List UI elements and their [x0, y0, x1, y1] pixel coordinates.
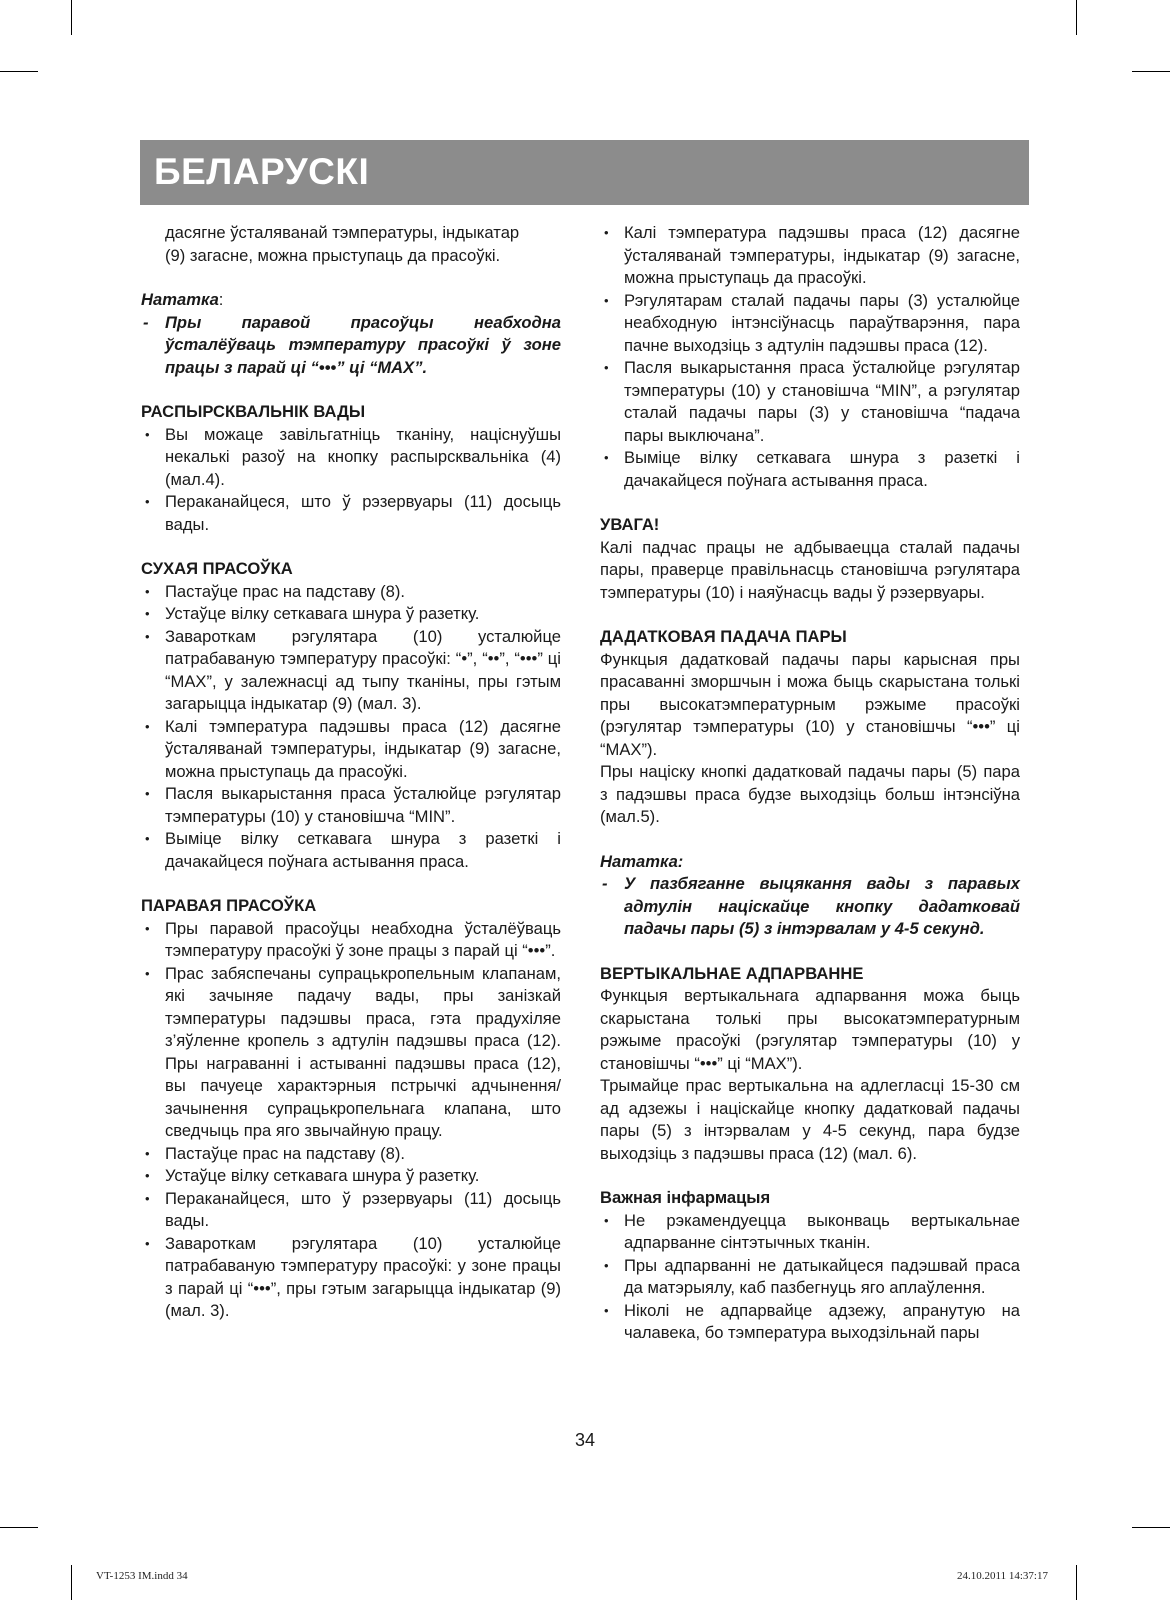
list-item: • Прас забяспечаны супрацькропельным клапанам, які зачыняе падачу вады, пры занізкай тэмпературы падэшвы праса, гэта прадухіляе з’яўленне кропель з адтулін падэшвы праса (12). Пры награванні і астыванні падэшвы праса (12), вы пачуеце характэрныя пстрычкі адчынення/зачынення супрацькропельнага клапана, што сведчыць пра яго звычайную працу. [141, 963, 561, 1143]
list-item: • Выміце вілку сеткавага шнура з разеткі і дачакайцеся поўнага астывання праса. [600, 447, 1020, 492]
note-text: - Пры паравой прасоўцы неабходна ўсталёўваць тэмпературу прасоўкі ў зоне працы з парай ці “•••” ці “MAX”. [143, 312, 561, 377]
section-heading: ПАРАВАЯ ПРАСОЎКА [141, 896, 317, 915]
bullet-list [141, 918, 561, 1323]
right-column [600, 222, 1020, 1345]
crop-mark [1132, 71, 1170, 72]
paragraph: Функцыя дадатковай падачы пары карысная пры прасаванні зморшчын і можа быць скарыстана толькі пры высокатэмпературным рэжыме прасоўкі (рэгулятар тэмпературы (10) у становішчы “•••” ці “MAX”). [600, 649, 1020, 759]
bullet-list [141, 424, 561, 537]
note-label: Нататка: [600, 851, 684, 871]
list-item: • Пастаўце прас на падставу (8). [141, 1143, 561, 1166]
section-heading: ВЕРТЫКАЛЬНАЕ АДПАРВАННЕ [600, 963, 864, 983]
crop-mark [0, 71, 38, 72]
list-item: • Устаўце вілку сеткавага шнура ў разетку. [141, 603, 561, 626]
language-banner [140, 140, 1029, 205]
list-item: • Пры паравой прасоўцы неабходна ўсталёўваць тэмпературу прасоўкі ў зоне працы з парай ці “•••”. [141, 918, 561, 963]
left-column [141, 222, 561, 1323]
paragraph: Функцыя вертыкальнага адпарвання можа быць скарыстана толькі пры высокатэмпературным рэжыме прасоўкі (рэгулятар тэмпературы (10) у становішчы “•••” ці “MAX”). [600, 986, 1020, 1073]
intro-line: (9) загасне, можна прыступаць да прасоўкі. [165, 245, 501, 265]
warning-text: Калі падчас працы не адбываецца сталай падачы пары, праверце правільнасць становішча рэгулятара тэмпературы (10) і наяўнасць вады ў рэзервуары. [600, 537, 1020, 602]
crop-mark [1076, 0, 1077, 35]
warning-heading: УВАГА! [600, 515, 660, 534]
list-item: • Устаўце вілку сеткавага шнура ў разетку. [141, 1165, 561, 1188]
paragraph: Пры націску кнопкі дадатковай падачы пары (5) пара з падэшвы праса будзе выходзіць больш інтэнсіўна (мал.5). [600, 762, 1020, 826]
page-title: БЕЛАРУСКІ [154, 151, 370, 192]
list-item: • Завароткам рэгулятара (10) усталюйце патрабаваную тэмпературу прасоўкі: “•”, “••”, “•••” ці “MAX”, у залежнасці ад тыпу тканіны, пры гэтым загарыцца індыкатар (9) (мал. 3). [141, 626, 561, 716]
bullet-list [141, 581, 561, 874]
bullet-list [600, 1210, 1020, 1345]
footer-file: VT-1253 IM.indd 34 [96, 1570, 188, 1582]
list-item: • Рэгулятарам сталай падачы пары (3) усталюйце неабходную інтэнсіўнасць параўтварэння, пара пачне выходзіць з адтулін падэшвы праса (12). [600, 290, 1020, 358]
crop-mark [0, 1527, 38, 1528]
crop-mark [71, 1565, 72, 1600]
list-item: • Ніколі не адпарвайце адзежу, апранутую на чалавека, бо тэмпература выходзільнай пары [600, 1300, 1020, 1345]
list-item: • Пасля выкарыстання праса ўсталюйце рэгулятар тэмпературы (10) у становішча “MIN”. [141, 783, 561, 828]
section-heading: РАСПЫРСКВАЛЬНІК ВАДЫ [141, 402, 366, 421]
section-heading: Важная інфармацыя [600, 1188, 771, 1207]
section-heading: СУХАЯ ПРАСОЎКА [141, 559, 293, 578]
note-text: - У пазбяганне выцякання вады з паравых адтулін націскайце кнопку дадатковай падачы пары (5) з інтэрвалам у 4-5 секунд. [602, 874, 1020, 938]
footer-date: 24.10.2011 14:37:17 [957, 1570, 1048, 1582]
list-item: • Завароткам рэгулятара (10) усталюйце патрабаваную тэмпературу прасоўкі: у зоне працы з парай ці “•••”, пры гэтым загарыцца індыкатар (9) (мал. 3). [141, 1233, 561, 1323]
crop-mark [1076, 1565, 1077, 1600]
list-item: • Не рэкамендуецца выконваць вертыкальнае адпарванне сінтэтычных тканін. [600, 1210, 1020, 1255]
intro-line: дасягне ўсталяванай тэмпературы, індыкатар [165, 223, 520, 242]
list-item: • Вы можаце завільгатніць тканіну, націснуўшы некалькі разоў на кнопку распырсквальніка (4) (мал.4). [141, 424, 561, 492]
list-item: • Калі тэмпература падэшвы праса (12) дасягне ўсталяванай тэмпературы, індыкатар (9) загасне, можна прыступаць да прасоўкі. [600, 222, 1020, 290]
list-item: • Пастаўце прас на падставу (8). [141, 581, 561, 604]
note-label: Нататка: [141, 290, 224, 309]
crop-mark [71, 0, 72, 35]
list-item: • Калі тэмпература падэшвы праса (12) дасягне ўсталяванай тэмпературы, індыкатар (9) загасне, можна прыступаць да прасоўкі. [141, 716, 561, 784]
list-item: • Выміце вілку сеткавага шнура з разеткі і дачакайцеся поўнага астывання праса. [141, 828, 561, 873]
paragraph: Трымайце прас вертыкальна на адлегласці 15-30 см ад адзежы і націскайце кнопку дадатковай падачы пары (5) з інтэрвалам у 4-5 секунд, пара будзе выходзіць з падэшвы праса (12) (мал. 6). [600, 1076, 1020, 1163]
list-item: • Пераканайцеся, што ў рэзервуары (11) досыць вады. [141, 1188, 561, 1233]
section-heading: ДАДАТКОВАЯ ПАДАЧА ПАРЫ [600, 627, 847, 646]
crop-mark [1132, 1527, 1170, 1528]
list-item: • Пасля выкарыстання праса ўсталюйце рэгулятар тэмпературы (10) у становішча “MIN”, а рэгулятар сталай падачы пары (3) у становішча “падача пары выключана”. [600, 357, 1020, 447]
list-item: • Пры адпарванні не датыкайцеся падэшвай праса да матэрыялу, каб пазбегнуць яго аплаўлення. [600, 1255, 1020, 1300]
bullet-list [600, 222, 1020, 492]
page-number: 34 [574, 1430, 596, 1450]
list-item: • Пераканайцеся, што ў рэзервуары (11) досыць вады. [141, 491, 561, 536]
